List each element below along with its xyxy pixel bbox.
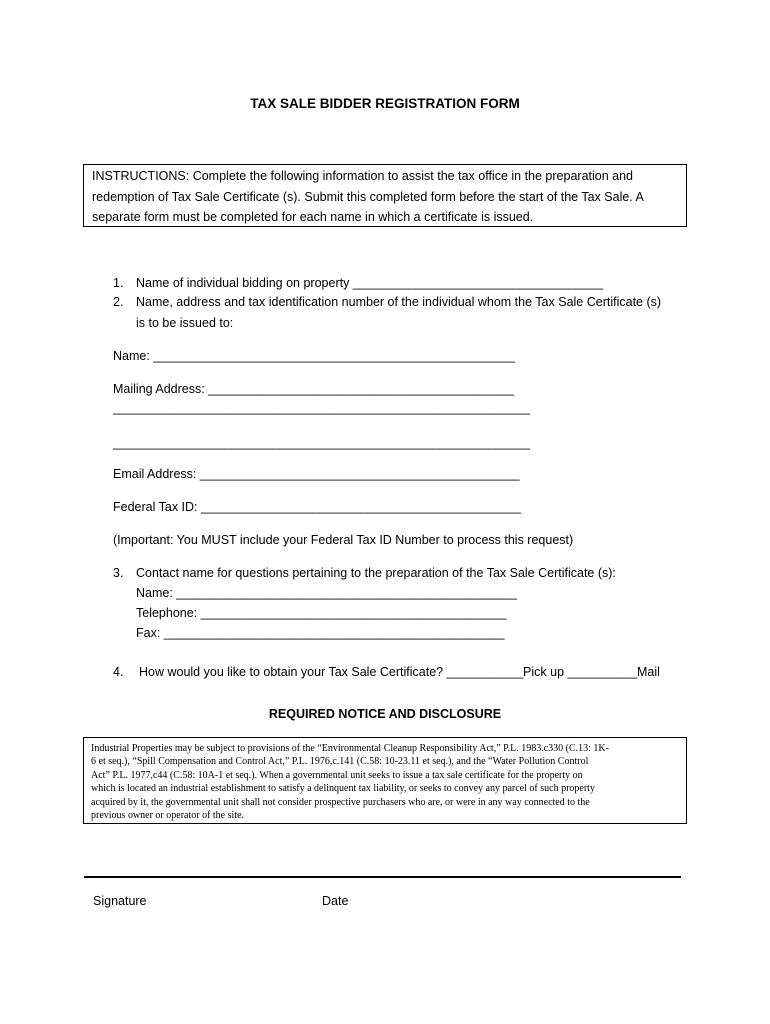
- notice-line: which is located an industrial establishment to satisfy a delinquent tax liability, or seeks to convey any parcel of such property: [91, 783, 595, 795]
- name-field[interactable]: Name: ____________________________________________________: [113, 349, 515, 363]
- contact-name-field[interactable]: Name: _________________________________________________: [136, 586, 517, 600]
- mailing-address-line-3[interactable]: ____________________________________________________________: [113, 436, 531, 450]
- item-1-number: 1.: [113, 276, 124, 290]
- item-3-number: 3.: [113, 566, 124, 580]
- telephone-field[interactable]: Telephone: ____________________________________________: [136, 606, 507, 620]
- signature-label: Signature: [93, 894, 147, 908]
- instructions-box: [83, 164, 687, 227]
- notice-line: previous owner or operator of the site.: [91, 810, 245, 822]
- item-2-text: Name, address and tax identification number of the individual whom the Tax Sale Certificate (s): [136, 295, 662, 309]
- notice-line: Industrial Properties may be subject to provisions of the “Environmental Cleanup Responsibility Act,” P.L. 1983.c330 (C.13: 1K-: [91, 743, 609, 754]
- instructions-line: redemption of Tax Sale Certificate (s). Submit this completed form before the start of the Tax Sale. A: [92, 189, 644, 204]
- notice-line: acquired by it, the governmental unit shall not consider prospective purchasers who are, or were in any way connected to the: [91, 796, 590, 808]
- important-note: (Important: You MUST include your Federal Tax ID Number to process this request): [113, 533, 574, 547]
- item-2-text-cont: is to be issued to:: [136, 316, 234, 330]
- mailing-address-line-2[interactable]: ____________________________________________________________: [113, 401, 531, 415]
- form-title: TAX SALE BIDDER REGISTRATION FORM: [250, 96, 520, 111]
- signature-line[interactable]: [84, 876, 681, 878]
- instructions-line: INSTRUCTIONS: Complete the following information to assist the tax office in the preparation and: [92, 169, 633, 183]
- fax-field[interactable]: Fax: _________________________________________________: [136, 626, 505, 640]
- instructions-line: separate form must be completed for each name in which a certificate is issued.: [92, 210, 534, 224]
- item-1-bidder-name-field[interactable]: Name of individual bidding on property ____________________________________: [136, 276, 604, 290]
- notice-box: [83, 737, 687, 824]
- item-4-number: 4.: [113, 665, 124, 679]
- federal-tax-id-field[interactable]: Federal Tax ID: ______________________________________________: [113, 500, 521, 514]
- notice-line: Act” P.L. 1977,c44 (C.58: 10A-1 et seq.). When a governmental unit seeks to issue a tax sale certificate for the property on: [91, 769, 583, 781]
- certificate-delivery-field[interactable]: How would you like to obtain your Tax Sale Certificate? ___________Pick up __________Mail: [139, 665, 660, 679]
- mailing-address-field[interactable]: Mailing Address: ____________________________________________: [113, 382, 515, 396]
- notice-title: REQUIRED NOTICE AND DISCLOSURE: [268, 707, 502, 721]
- email-address-field[interactable]: Email Address: ______________________________________________: [113, 467, 520, 481]
- item-3-text: Contact name for questions pertaining to the preparation of the Tax Sale Certificate (s):: [136, 566, 616, 580]
- notice-line: 6 et seq.), “Spill Compensation and Control Act,” P.L. 1976,c.141 (C.58: 10-23.11 et seq.), and the “Water Pollution Control: [91, 756, 589, 768]
- date-label: Date: [322, 894, 349, 908]
- item-2-number: 2.: [113, 295, 124, 309]
